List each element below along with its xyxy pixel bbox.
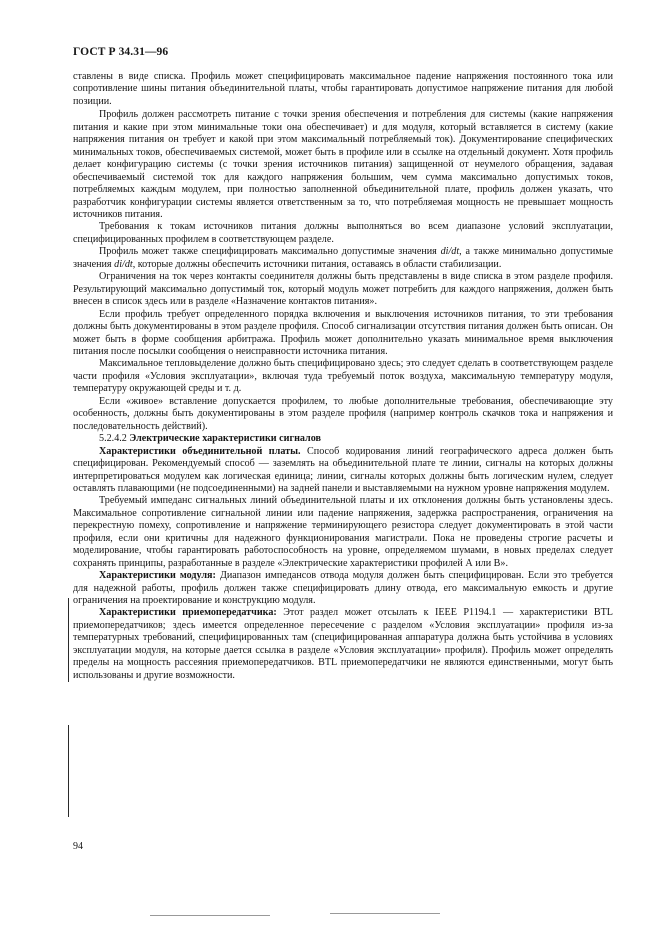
paragraph-power-profile: Профиль должен рассмотреть питание с точки зрения обеспечения и потребления для системы (какие напряжения питания и какие при этом минимальные токи она обеспечивает) и для модуля, который вставляется в систему (какие напряжения питания он требует и какой при этом максимальный потребляемый ток). Документирование специфических минимальных токов, обеспечиваемых системой, может быть в профиле или в ссылке на отдельный документ. Хотя профиль делает конфигурацию системы (с точки зрения источников питания) защищенной от неумелого обращения, задавая обеспечиваемый системой ток для каждого напряжения большим, чем сумма максимально допустимых токов, потребляемых каждым модулем, при полностью заполненной объединительной плате, профиль должен указать, что разработчик конфигурации системы является ответственным за то, что потребляемая мощность не превышает мощность источников питания. [73, 109, 613, 220]
section-title: Электрические характеристики сигналов [129, 433, 322, 445]
paragraph-impedance: Требуемый импеданс сигнальных линий объединительной платы и их отклонения должны быть установлены здесь. Максимальное сопротивление сигнальной линии или падение напряжения, задержка распространения, ограничения на перекрестную помеху, сопротивление и напряжение терминирующего резистора следует документировать в этой части профиля, если они критичны для надежного функционирования магистрали. Пока не проведены строгие расчеты и моделирование, чтобы гарантировать работоспособность на уровне, определяемом шумами, в новых пределах следует сохранять принципы, разработанные в разделе «Электрические характеристики профилей А или В». [73, 495, 613, 569]
scan-artifact [150, 915, 270, 916]
paragraph-power-sequence: Если профиль требует определенного порядка включения и выключения источников питания, то эти требования должны быть документированы в этом разделе профиля. Способ сигнализации отсутствия питания должен быть описан. Он может быть в форме сообщения арбитража. Профиль может дополнительно указать минимальное время выключения питания после посылки сообщения о неисправности источника питания. [73, 308, 613, 357]
paragraph-connector-limits: Ограничения на ток через контакты соединителя должны быть представлены в виде списка в этом разделе профиля. Результирующий максимально допустимый ток, который модуль может потребить для каждого напряжения, должен быть внесен в список здесь или в разделе «Назначение контактов питания». [73, 271, 613, 308]
paragraph-backplane: Характеристики объединительной платы. Способ кодирования линий географического адреса должен быть специфицирован. Рекомендуемый способ — заземлять на объединительной плате те линии, сигналы на которых должны интерпретироваться модулем как логическая единица; линии, сигналы которых должны быть логическим нулем, следует оставлять плавающими (не подсоединенными) на задней панели и выставляемыми на нужном уровне напряжения модулем. [73, 445, 613, 494]
paragraph-transceiver: Характеристики приемопередатчика: Этот раздел может отсылать к IEEE P1194.1 — характеристики BTL приемопередатчиков; здесь имеется определенное пересечение с разделом «Условия эксплуатации» профиля из-за температурных требований, специфицированных там (специфицированная аппаратура должна быть устойчива в условиях эксплуатации модуля, на которые дается ссылка в разделе «Условия эксплуатации» профиля). Профиль может определять пределы на мощность рассеяния приемопередатчиков. BTL приемопередатчики не являются единственными, могут быть использованы и другие возможности. [73, 607, 613, 681]
paragraph-current-requirements: Требования к токам источников питания должны выполняться во всем диапазоне условий эксплуатации, специфицированных профилем в соответствующем разделе. [73, 221, 613, 245]
paragraph-module: Характеристики модуля: Диапазон импедансов отвода модуля должен быть специфицирован. Если это требуется для надежной работы, профиль должен также специфицировать длину отвода, его максимальную емкость и другие ограничения на проектирование и конструкцию модуля. [73, 570, 613, 607]
paragraph-lead: Характеристики модуля: [99, 570, 216, 582]
paragraph-lead: Характеристики приемопередатчика: [99, 607, 277, 619]
section-number: 5.2.4.2 [99, 433, 127, 445]
paragraph-didt: Профиль может также специфицировать максимально допустимые значения di/dt, а также минимально допустимые значения di/dt, которые должны обеспечить источники питания, оставаясь в области стабилизации. [73, 246, 613, 270]
didt-variable: di/dt [440, 246, 460, 258]
paragraph-live-insertion: Если «живое» вставление допускается профилем, то любые дополнительные требования, обеспечивающие эту особенность, должны быть документированы в этом разделе профиля (например контроль скачков тока и напряжения и последовательность действий). [73, 395, 613, 432]
section-heading [73, 433, 613, 445]
didt-variable: di/dt [114, 258, 133, 270]
scan-artifact [330, 913, 440, 914]
change-bar [68, 598, 69, 682]
change-bar [68, 725, 69, 817]
paragraph-continuation: ставлены в виде списка. Профиль может специфицировать максимальное падение напряжения постоянного тока или сопротивление шины питания объединительной платы, чтобы гарантировать допустимое напряжение питания для любой позиции. [73, 71, 613, 107]
body-text [73, 71, 613, 682]
paragraph-lead: Характеристики объединительной платы. [99, 445, 301, 457]
paragraph-heat-dissipation: Максимальное тепловыделение должно быть специфицировано здесь; это следует сделать в соответствующем разделе части профиля «Условия эксплуатации», включая туда требуемый поток воздуха, максимальную температуру модуля, температуру окружающей среды и т. д. [73, 358, 613, 395]
standard-title: ГОСТ Р 34.31—96 [73, 46, 169, 58]
page-number: 94 [73, 841, 83, 852]
